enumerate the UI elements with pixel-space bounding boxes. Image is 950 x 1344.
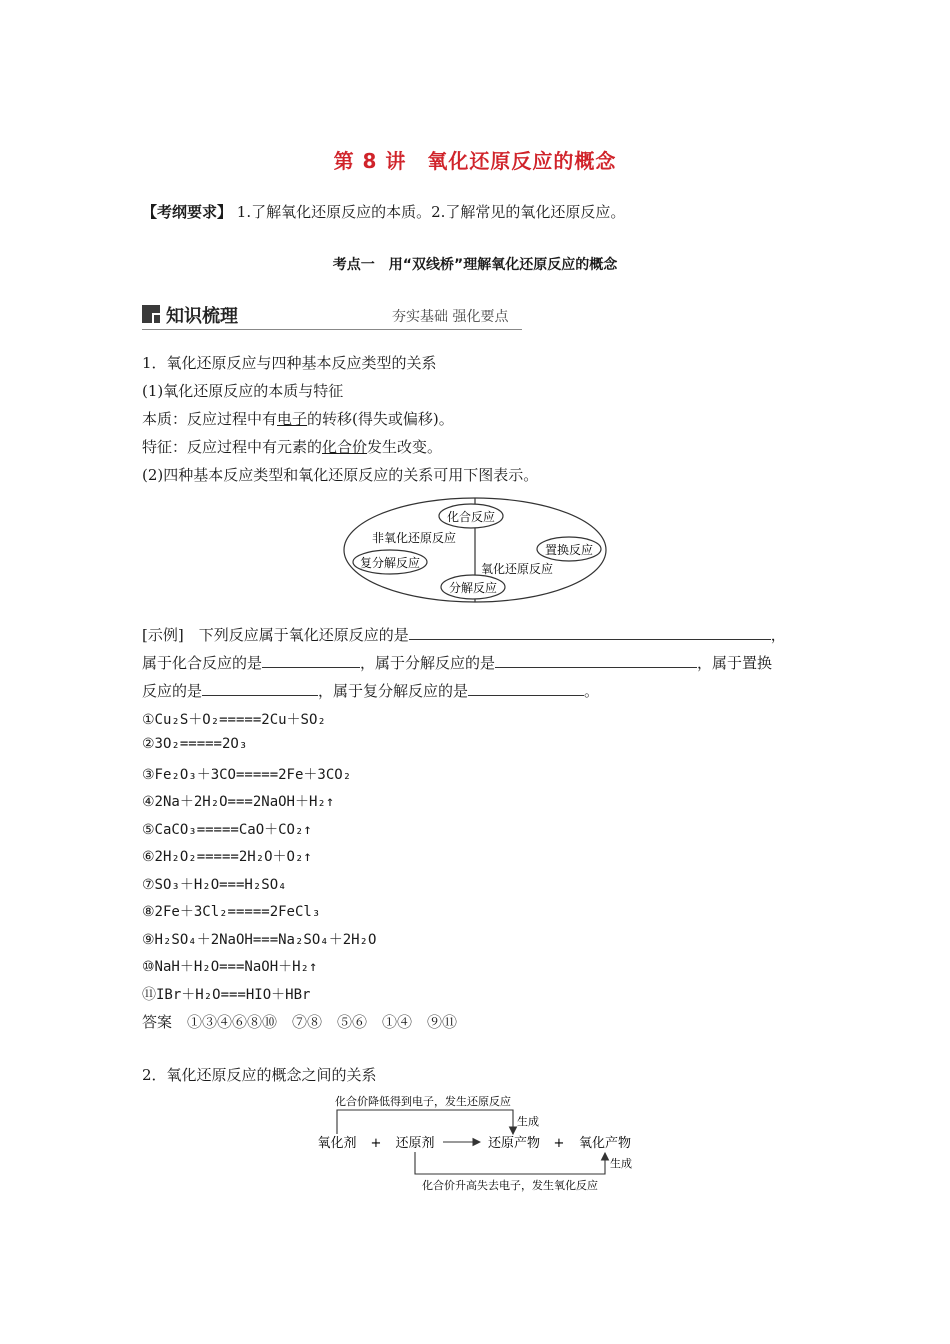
answer-blank-double-decomposition bbox=[468, 681, 584, 696]
plus-1: + bbox=[370, 1136, 382, 1151]
section-divider bbox=[142, 329, 522, 330]
reduction-product-label: 还原产物 bbox=[487, 1136, 541, 1151]
oxidation-product-label: 氧化产物 bbox=[578, 1136, 632, 1151]
point-title: 考点一 用“双线桥”理解氧化还原反应的概念 bbox=[332, 257, 618, 273]
part1-heading: 1．氧化还原反应与四种基本反应类型的关系 bbox=[142, 354, 437, 372]
answer-blank-redox bbox=[409, 625, 771, 640]
double-decomposition-label: 复分解反应 bbox=[359, 556, 421, 570]
answer-blank-displacement bbox=[202, 681, 318, 696]
equation-9: ⑨H₂SO₄＋2NaOH===Na₂SO₄＋2H₂O bbox=[142, 932, 377, 948]
redox-label: 氧化还原反应 bbox=[480, 562, 554, 576]
page-title: 第 8 讲 氧化还原反应的概念 bbox=[333, 149, 617, 173]
equation-7: ⑦SO₃＋H₂O===H₂SO₄ bbox=[142, 877, 287, 893]
syllabus-text: 1.了解氧化还原反应的本质。2.了解常见的氧化还原反应。 bbox=[232, 203, 626, 221]
generate-bottom-label: 生成 bbox=[610, 1157, 632, 1170]
essence-line: 本质：反应过程中有电子的转移(得失或偏移)。 bbox=[142, 410, 454, 428]
reduction-bracket bbox=[337, 1110, 513, 1134]
example-line-1: [示例] 下列反应属于氧化还原反应的是 ， bbox=[142, 626, 786, 644]
syllabus-label: 【考纲要求】 bbox=[142, 203, 233, 221]
displacement-label: 置换反应 bbox=[544, 543, 594, 557]
equation-2: ②3O₂=====2O₃ bbox=[142, 736, 248, 752]
generate-top-label: 生成 bbox=[517, 1115, 539, 1128]
oxidation-bracket bbox=[415, 1152, 605, 1174]
equation-5: ⑤CaCO₃=====CaO＋CO₂↑ bbox=[142, 822, 312, 838]
bottom-label: 化合价升高失去电子，发生氧化反应 bbox=[422, 1179, 598, 1192]
equation-4: ④2Na＋2H₂O===2NaOH＋H₂↑ bbox=[142, 794, 335, 810]
section-title: 知识梳理 bbox=[166, 306, 238, 327]
oxidant-label: 氧化剂 bbox=[317, 1136, 357, 1151]
answer-line bbox=[142, 1011, 457, 1032]
combination-label: 化合反应 bbox=[446, 510, 496, 524]
feature-key: 化合价 bbox=[322, 438, 368, 456]
answer-label: 答案 bbox=[142, 1013, 173, 1031]
equation-6: ⑥2H₂O₂=====2H₂O＋O₂↑ bbox=[142, 849, 312, 865]
equation-1: ①Cu₂S＋O₂=====2Cu＋SO₂ bbox=[142, 712, 326, 728]
feature-line: 特征：反应过程中有元素的化合价发生改变。 bbox=[142, 438, 443, 456]
answer-values: ①③④⑥⑧⑩ ⑦⑧ ⑤⑥ ①④ ⑨⑪ bbox=[187, 1013, 458, 1031]
answer-blank-decomposition bbox=[495, 653, 697, 668]
non-redox-label: 非氧化还原反应 bbox=[371, 531, 457, 545]
plus-2: + bbox=[553, 1136, 565, 1151]
concept-flow-diagram bbox=[310, 1090, 640, 1194]
example-line-3: 反应的是 ，属于复分解反应的是 。 bbox=[142, 682, 600, 700]
equation-8: ⑧2Fe＋3Cl₂=====2FeCl₃ bbox=[142, 904, 321, 920]
reductant-label: 还原剂 bbox=[395, 1136, 435, 1151]
example-line-2: 属于化合反应的是 ，属于分解反应的是 ，属于置换 bbox=[142, 654, 773, 672]
section-header bbox=[142, 302, 522, 332]
top-label: 化合价降低得到电子，发生还原反应 bbox=[335, 1095, 511, 1108]
decomposition-label: 分解反应 bbox=[448, 581, 498, 595]
section-subtitle: 夯实基础 强化要点 bbox=[392, 309, 509, 325]
part2-heading: 2．氧化还原反应的概念之间的关系 bbox=[142, 1066, 377, 1084]
part1-sub1: (1)氧化还原反应的本质与特征 bbox=[142, 382, 344, 400]
essence-key: 电子 bbox=[277, 410, 308, 428]
syllabus bbox=[142, 201, 625, 222]
part1-sub2: (2)四种基本反应类型和氧化还原反应的关系可用下图表示。 bbox=[142, 466, 539, 484]
venn-diagram bbox=[340, 494, 610, 608]
answer-blank-combination bbox=[262, 653, 360, 668]
equation-3: ③Fe₂O₃＋3CO=====2Fe＋3CO₂ bbox=[142, 767, 352, 783]
equation-10: ⑩NaH＋H₂O===NaOH＋H₂↑ bbox=[142, 959, 318, 975]
equation-11: ⑪IBr＋H₂O===HIO＋HBr bbox=[142, 987, 311, 1003]
